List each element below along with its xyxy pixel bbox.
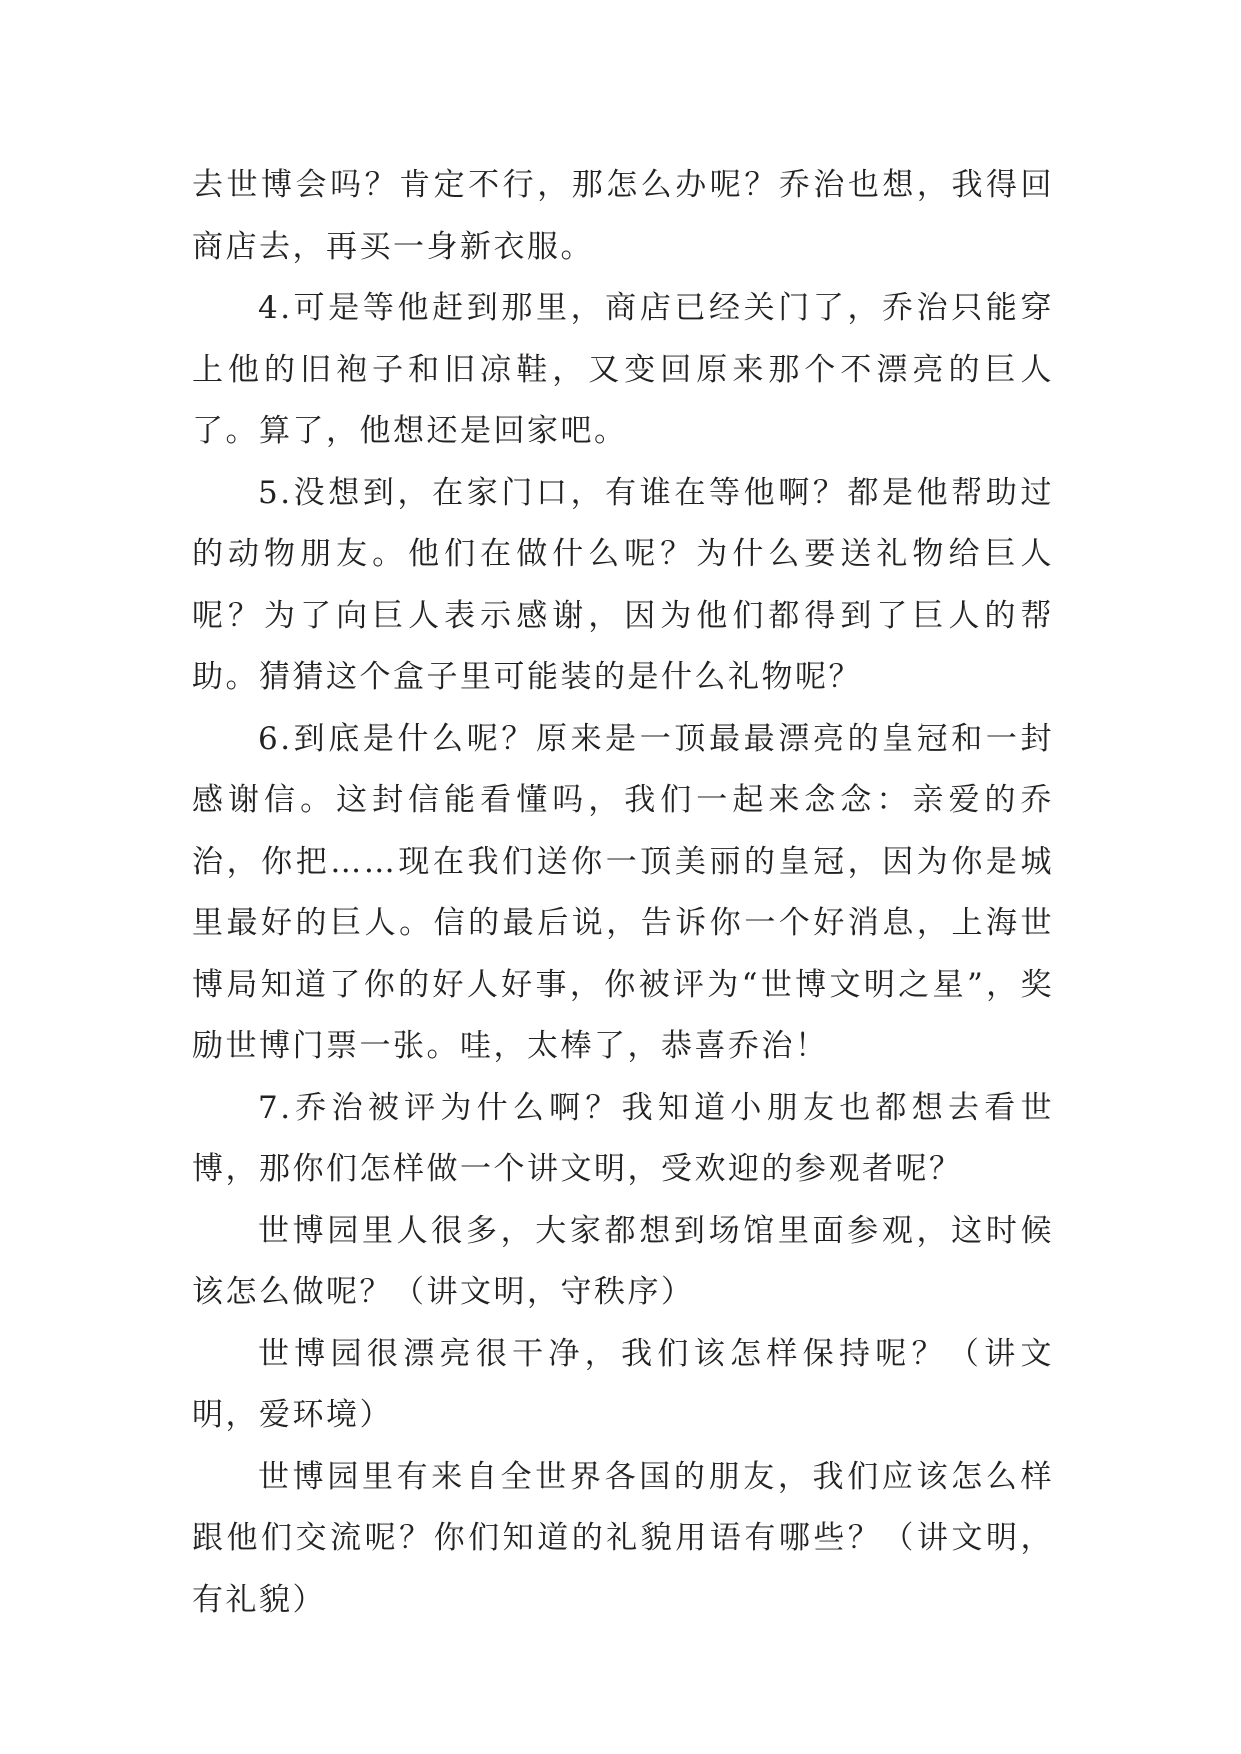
paragraph-continuation: 去世博会吗？肯定不行，那怎么办呢？乔治也想，我得回商店去，再买一身新衣服。 <box>192 167 1054 265</box>
paragraph-step-4: 4.可是等他赶到那里，商店已经关门了，乔治只能穿上他的旧袍子和旧凉鞋，又变回原来那个不漂亮的巨人了。算了，他想还是回家吧。 <box>192 290 1054 449</box>
paragraph-order: 世博园里人很多，大家都想到场馆里面参观，这时候该怎么做呢？（讲文明，守秩序） <box>192 1212 1054 1310</box>
paragraph-environment: 世博园很漂亮很干净，我们该怎样保持呢？（讲文明，爱环境） <box>192 1335 1054 1433</box>
document-body <box>192 155 1054 1631</box>
paragraph-step-7: 7.乔治被评为什么啊？我知道小朋友也都想去看世博，那你们怎样做一个讲文明，受欢迎的参观者呢？ <box>192 1089 1054 1187</box>
paragraph-step-5: 5.没想到，在家门口，有谁在等他啊？都是他帮助过的动物朋友。他们在做什么呢？为什么要送礼物给巨人呢？为了向巨人表示感谢，因为他们都得到了巨人的帮助。猜猜这个盒子里可能装的是什么礼物呢？ <box>192 474 1054 695</box>
paragraph-courtesy: 世博园里有来自全世界各国的朋友，我们应该怎么样跟他们交流呢？你们知道的礼貌用语有哪些？（讲文明，有礼貌） <box>192 1458 1054 1618</box>
paragraph-step-6: 6.到底是什么呢？原来是一顶最最漂亮的皇冠和一封感谢信。这封信能看懂吗，我们一起来念念：亲爱的乔治，你把……现在我们送你一顶美丽的皇冠，因为你是城里最好的巨人。信的最后说，告诉你一个好消息，上海世博局知道了你的好人好事，你被评为“世博文明之星”，奖励世博门票一张。哇，太棒了，恭喜乔治！ <box>192 720 1054 1064</box>
